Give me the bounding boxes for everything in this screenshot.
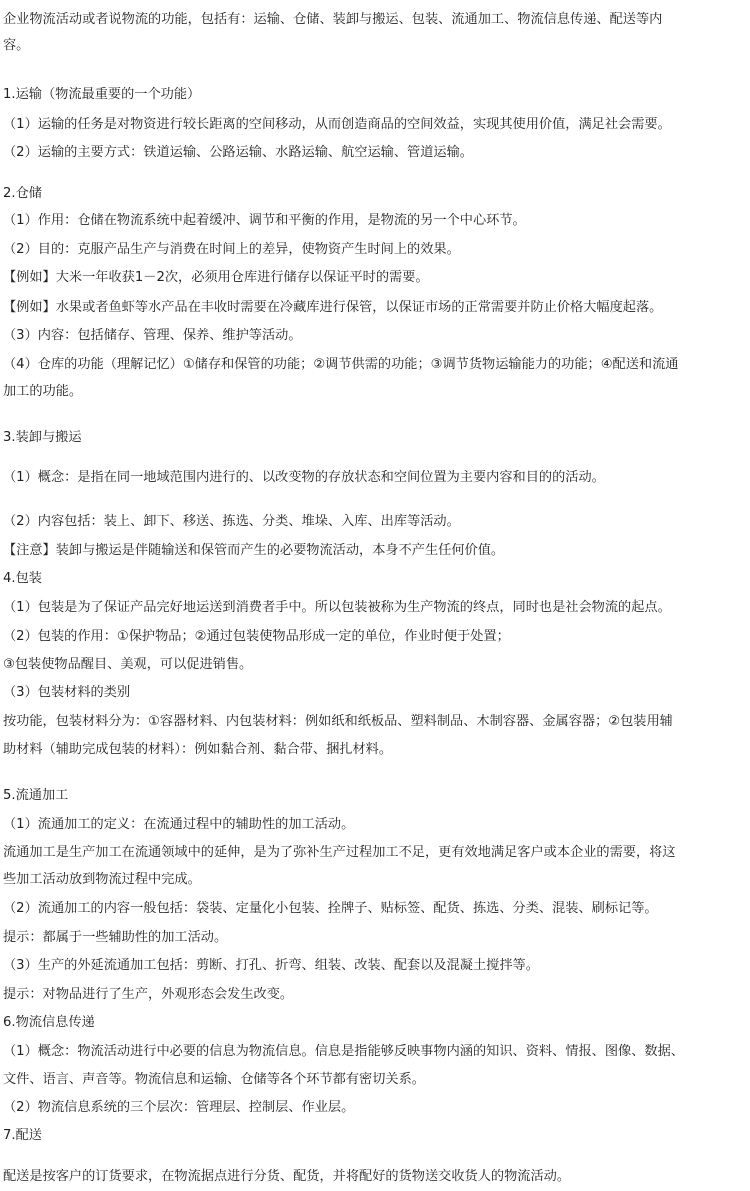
section-1-heading: 1.运输（物流最重要的一个功能） xyxy=(3,87,201,102)
s3-paragraph-1: （1）概念：是指在同一地域范围内进行的、以改变物的存放状态和空间位置为主要内容和目的的活动。 xyxy=(3,470,605,485)
s2-example-2: 【例如】水果或者鱼虾等水产品在丰收时需要在冷藏库进行保管，以保证市场的正常需要并防止价格大幅度起落。 xyxy=(3,300,663,315)
s5-tip-2: 提示：对物品进行了生产，外观形态会发生改变。 xyxy=(3,987,294,1002)
s3-paragraph-2: （2）内容包括：装上、卸下、移送、拣选、分类、堆垛、入库、出库等活动。 xyxy=(3,514,460,529)
s4-paragraph-2-continued: ③包装使物品醒目、美观，可以促进销售。 xyxy=(3,657,253,672)
section-4-heading: 4.包装 xyxy=(3,571,42,586)
s6-paragraph-1-line-1: （1）概念：物流活动进行中必要的信息为物流信息。信息是指能够反映事物内涵的知识、资料、情报、图像、数据、 xyxy=(3,1044,684,1059)
s2-example-1: 【例如】大米一年收获1－2次，必须用仓库进行储存以保证平时的需要。 xyxy=(3,270,429,285)
s1-paragraph-1: （1）运输的任务是对物资进行较长距离的空间移动，从而创造商品的空间效益，实现其使用价值，满足社会需要。 xyxy=(3,117,671,132)
s4-paragraph-3-line-1: 按功能，包装材料分为：①容器材料、内包装材料：例如纸和纸板品、塑料制品、木制容器、金属容器；②包装用辅 xyxy=(3,714,673,729)
s5-paragraph-3: （3）生产的外延流通加工包括：剪断、打孔、折弯、组装、改装、配套以及混凝土搅拌等。 xyxy=(3,958,539,973)
s2-paragraph-4-line-1: （4）仓库的功能（理解记忆）①储存和保管的功能；②调节供需的功能；③调节货物运输能力的功能；④配送和流通 xyxy=(3,357,679,372)
s1-paragraph-2: （2）运输的主要方式：铁道运输、公路运输、水路运输、航空运输、管道运输。 xyxy=(3,145,473,160)
section-7-heading: 7.配送 xyxy=(3,1128,42,1143)
s5-paragraph-1-line-2: 些加工活动放到物流过程中完成。 xyxy=(3,872,201,887)
s2-paragraph-4-line-2: 加工的功能。 xyxy=(3,384,83,399)
s7-paragraph-1: 配送是按客户的订货要求，在物流据点进行分货、配货，并将配好的货物送交收货人的物流活动。 xyxy=(3,1169,571,1184)
section-6-heading: 6.物流信息传递 xyxy=(3,1015,95,1030)
s4-paragraph-2: （2）包装的作用：①保护物品；②通过包装使物品形成一定的单位，作业时便于处置； xyxy=(3,629,510,644)
s6-paragraph-2: （2）物流信息系统的三个层次：管理层、控制层、作业层。 xyxy=(3,1100,355,1115)
section-2-heading: 2.仓储 xyxy=(3,186,42,201)
s3-note: 【注意】装卸与搬运是伴随输送和保管而产生的必要物流活动，本身不产生任何价值。 xyxy=(3,543,505,558)
s5-paragraph-2: （2）流通加工的内容一般包括：袋装、定量化小包装、拴牌子、贴标签、配货、拣选、分类、混装、刷标记等。 xyxy=(3,901,658,916)
s2-paragraph-3: （3）内容：包括储存、管理、保养、维护等活动。 xyxy=(3,328,302,343)
s5-paragraph-1: （1）流通加工的定义：在流通过程中的辅助性的加工活动。 xyxy=(3,817,355,832)
section-5-heading: 5.流通加工 xyxy=(3,788,69,803)
s2-paragraph-1: （1）作用：仓储在物流系统中起着缓冲、调节和平衡的作用，是物流的另一个中心环节。 xyxy=(3,213,526,228)
s2-paragraph-2: （2）目的：克服产品生产与消费在时间上的差异，使物资产生时间上的效果。 xyxy=(3,242,460,257)
s5-tip-1: 提示：都属于一些辅助性的加工活动。 xyxy=(3,930,228,945)
intro-line-2: 容。 xyxy=(3,38,30,53)
section-3-heading: 3.装卸与搬运 xyxy=(3,430,82,445)
s4-paragraph-3-line-2: 助材料（辅助完成包装的材料）：例如黏合剂、黏合带、捆扎材料。 xyxy=(3,742,393,757)
s6-paragraph-1-line-2: 文件、语言、声音等。物流信息和运输、仓储等各个环节都有密切关系。 xyxy=(3,1072,425,1087)
s4-paragraph-1: （1）包装是为了保证产品完好地运送到消费者手中。所以包装被称为生产物流的终点，同时也是社会物流的起点。 xyxy=(3,600,671,615)
s4-paragraph-3: （3）包装材料的类别 xyxy=(3,685,131,700)
s5-paragraph-1-line-1: 流通加工是生产加工在流通领域中的延伸，是为了弥补生产过程加工不足，更有效地满足客户或本企业的需要，将这 xyxy=(3,845,676,860)
intro-line-1: 企业物流活动或者说物流的功能，包括有：运输、仓储、装卸与搬运、包装、流通加工、物流信息传递、配送等内 xyxy=(3,12,663,27)
